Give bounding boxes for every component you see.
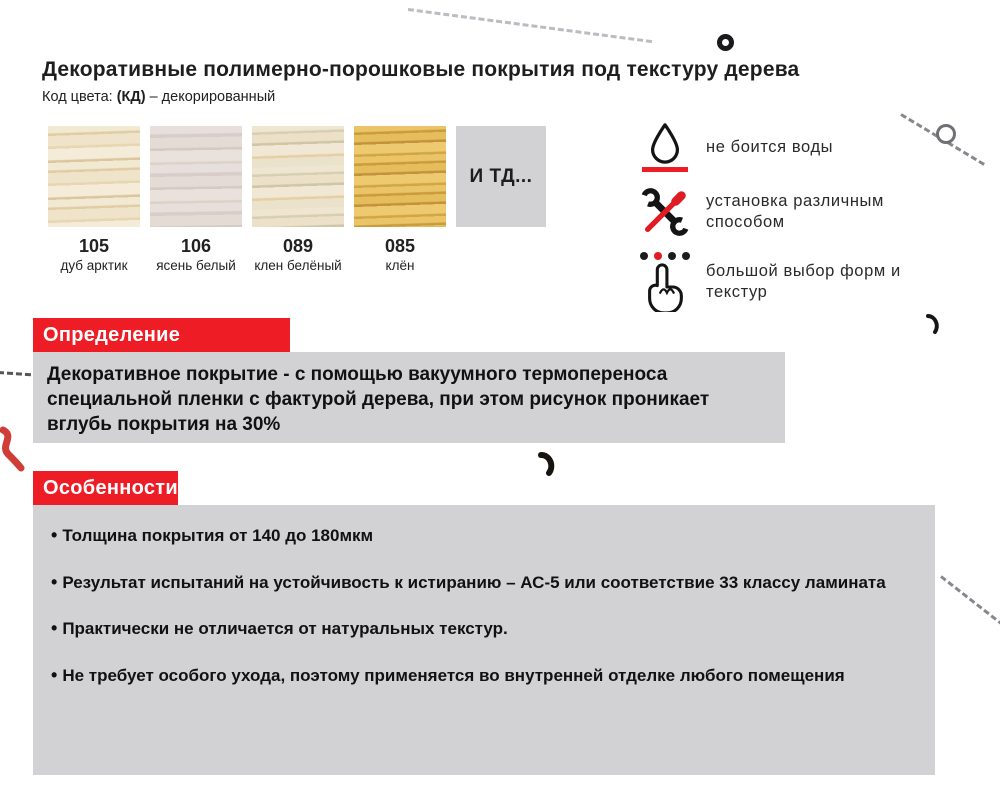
red-underline xyxy=(642,167,688,172)
benefit-label: не боится воды xyxy=(706,137,834,156)
dot-icon xyxy=(640,252,648,260)
swatch-item-085 xyxy=(354,126,446,273)
color-code-subtitle xyxy=(42,89,275,105)
dashed-line-top xyxy=(408,8,652,43)
swatch-name: клен белёный xyxy=(254,258,342,273)
comma-doodle-large xyxy=(535,450,559,478)
dashed-line-bottom-right xyxy=(940,575,1000,632)
dot-icon xyxy=(668,252,676,260)
swatch-code: 106 xyxy=(180,236,212,256)
features-panel xyxy=(33,505,935,775)
feature-item: • Результат испытаний на устойчивость к истиранию – АС-5 или соответствие 33 классу ламината xyxy=(51,568,917,598)
feature-item: • Толщина покрытия от 140 до 180мкм xyxy=(51,521,917,551)
dot-icon xyxy=(682,252,690,260)
subtitle-prefix: Код цвета: xyxy=(42,89,117,105)
wood-swatch-image xyxy=(354,126,446,227)
swatch-code: 105 xyxy=(78,236,110,256)
swatch-name: клён xyxy=(385,258,415,273)
dashed-line-left xyxy=(0,371,31,376)
hand-pointer-icon xyxy=(636,252,694,312)
definition-heading: Определение xyxy=(33,318,290,352)
wood-swatch-image xyxy=(48,126,140,227)
swatch-name: дуб арктик xyxy=(60,258,128,273)
benefit-choice xyxy=(636,252,966,312)
wood-swatch-image xyxy=(252,126,344,227)
feature-item: • Практически не отличается от натуральных текстур. xyxy=(51,614,917,644)
benefit-installation xyxy=(636,185,966,239)
water-drop-icon xyxy=(636,122,694,172)
subtitle-code: (КД) xyxy=(116,89,146,105)
etc-box: И ТД... xyxy=(456,126,546,227)
features-list xyxy=(51,521,917,691)
swatch-item-105 xyxy=(48,126,140,273)
definition-text: Декоративное покрытие - с помощью вакуумного термопереноса специальной пленки с фактурой дерева, при этом рисунок проникает вглубь покрытия на 30% xyxy=(33,352,785,443)
feature-item: • Не требует особого ухода, поэтому применяется во внутренней отделке любого помещения xyxy=(51,661,917,691)
swatch-code: 089 xyxy=(282,236,314,256)
swatch-item-106 xyxy=(150,126,242,273)
page-title: Декоративные полимерно-порошковые покрытия под текстуру дерева xyxy=(42,58,800,81)
donut-dot-icon xyxy=(717,34,734,51)
wood-swatch-image xyxy=(150,126,242,227)
swatch-item-089 xyxy=(252,126,344,273)
dots-row xyxy=(640,252,690,260)
tools-icon xyxy=(636,185,694,239)
red-squiggle xyxy=(0,424,28,474)
swatch-code: 085 xyxy=(384,236,416,256)
benefits-list xyxy=(636,122,966,325)
subtitle-suffix: – декорированный xyxy=(145,89,276,105)
features-heading: Особенности xyxy=(33,471,178,505)
swatch-row xyxy=(48,126,548,273)
benefit-water xyxy=(636,122,966,172)
dot-icon-red xyxy=(654,252,662,260)
swatch-item-etc xyxy=(456,126,548,273)
benefit-label: установка различным способом xyxy=(706,192,884,231)
benefit-label: большой выбор форм и текстур xyxy=(706,262,901,301)
swatch-name: ясень белый xyxy=(156,258,236,273)
